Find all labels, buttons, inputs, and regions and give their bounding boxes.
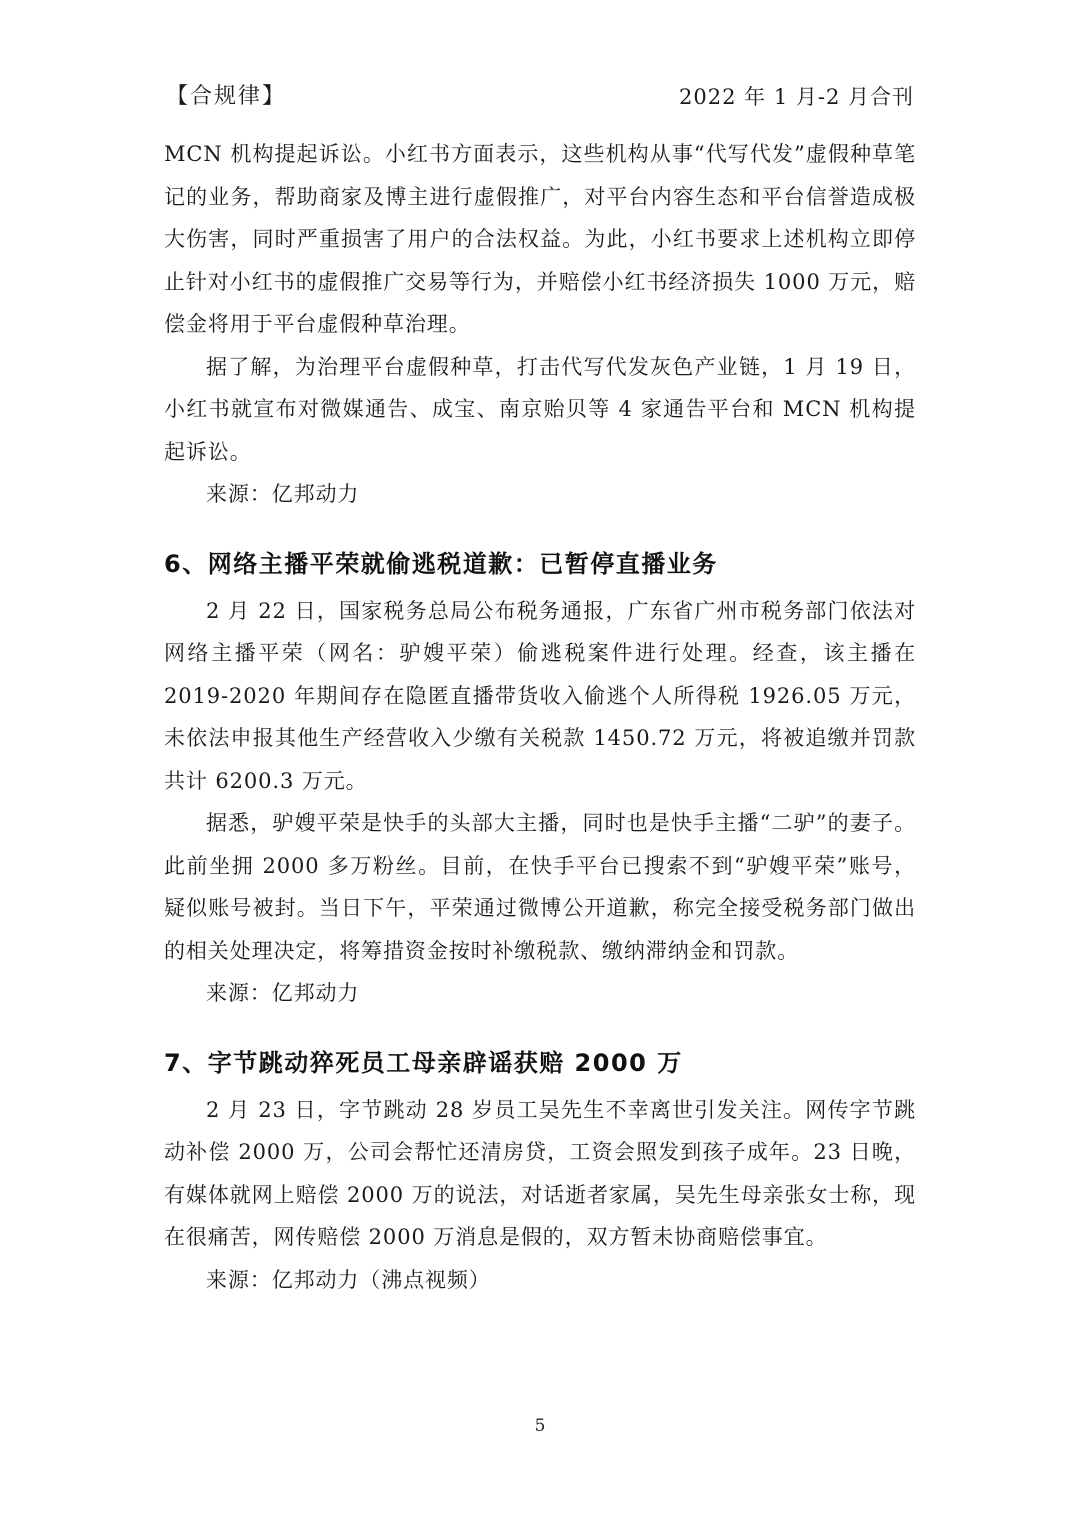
page-number: 5 <box>534 1416 546 1436</box>
section-6-paragraph-1: 2 月 22 日，国家税务总局公布税务通报，广东省广州市税务部门依法对网络主播平荣（网名：驴嫂平荣）偷逃税案件进行处理。经查，该主播在 2019-2020 年期间存在隐匿直播带货收入偷逃个人所得税 1926.05 万元，未依法申报其他生产经营收入少缴有关税款 1450.72 万元，将被追缴并罚款共计 6200.3 万元。 <box>164 598 916 793</box>
section-7-paragraph-1: 2 月 23 日，字节跳动 28 岁员工吴先生不幸离世引发关注。网传字节跳动补偿 2000 万，公司会帮忙还清房贷，工资会照发到孩子成年。23 日晚，有媒体就网上赔偿 2000 万的说法，对话逝者家属，吴先生母亲张女士称，现在很痛苦，网传赔偿 2000 万消息是假的，双方暂未协商赔偿事宜。 <box>164 1097 916 1249</box>
issue-date: 2022 年 1 月-2 月合刊 <box>679 85 914 109</box>
section-6-paragraph-2: 据悉，驴嫂平荣是快手的头部大主播，同时也是快手主播“二驴”的妻子。此前坐拥 2000 多万粉丝。目前，在快手平台已搜索不到“驴嫂平荣”账号，疑似账号被封。当日下午，平荣通过微博公开道歉，称完全接受税务部门做出的相关处理决定，将筹措资金按时补缴税款、缴纳滞纳金和罚款。 <box>164 811 916 963</box>
continued-paragraph: MCN 机构提起诉讼。小红书方面表示，这些机构从事“代写代发”虚假种草笔记的业务，帮助商家及博主进行虚假推广，对平台内容生态和平台信誉造成极大伤害，同时严重损害了用户的合法权益。为此，小红书要求上述机构立即停止针对小红书的虚假推广交易等行为，并赔偿小红书经济损失 1000 万元，赔偿金将用于平台虚假种草治理。 <box>164 142 916 336</box>
section-6-title: 6、网络主播平荣就偷逃税道歉：已暂停直播业务 <box>164 549 718 578</box>
section-7-source: 来源：亿邦动力（沸点视频） <box>206 1267 491 1292</box>
journal-name: 【合规律】 <box>166 84 287 109</box>
section-6-source: 来源：亿邦动力 <box>206 981 360 1005</box>
source-line: 来源：亿邦动力 <box>206 482 360 506</box>
continued-paragraph-2: 据了解，为治理平台虚假种草，打击代写代发灰色产业链，1 月 19 日，小红书就宣布对微媒通告、成宝、南京贻贝等 4 家通告平台和 MCN 机构提起诉讼。 <box>164 354 916 464</box>
section-7-title: 7、字节跳动猝死员工母亲辟谣获赔 2000 万 <box>164 1048 683 1077</box>
article-body <box>164 133 916 1301</box>
